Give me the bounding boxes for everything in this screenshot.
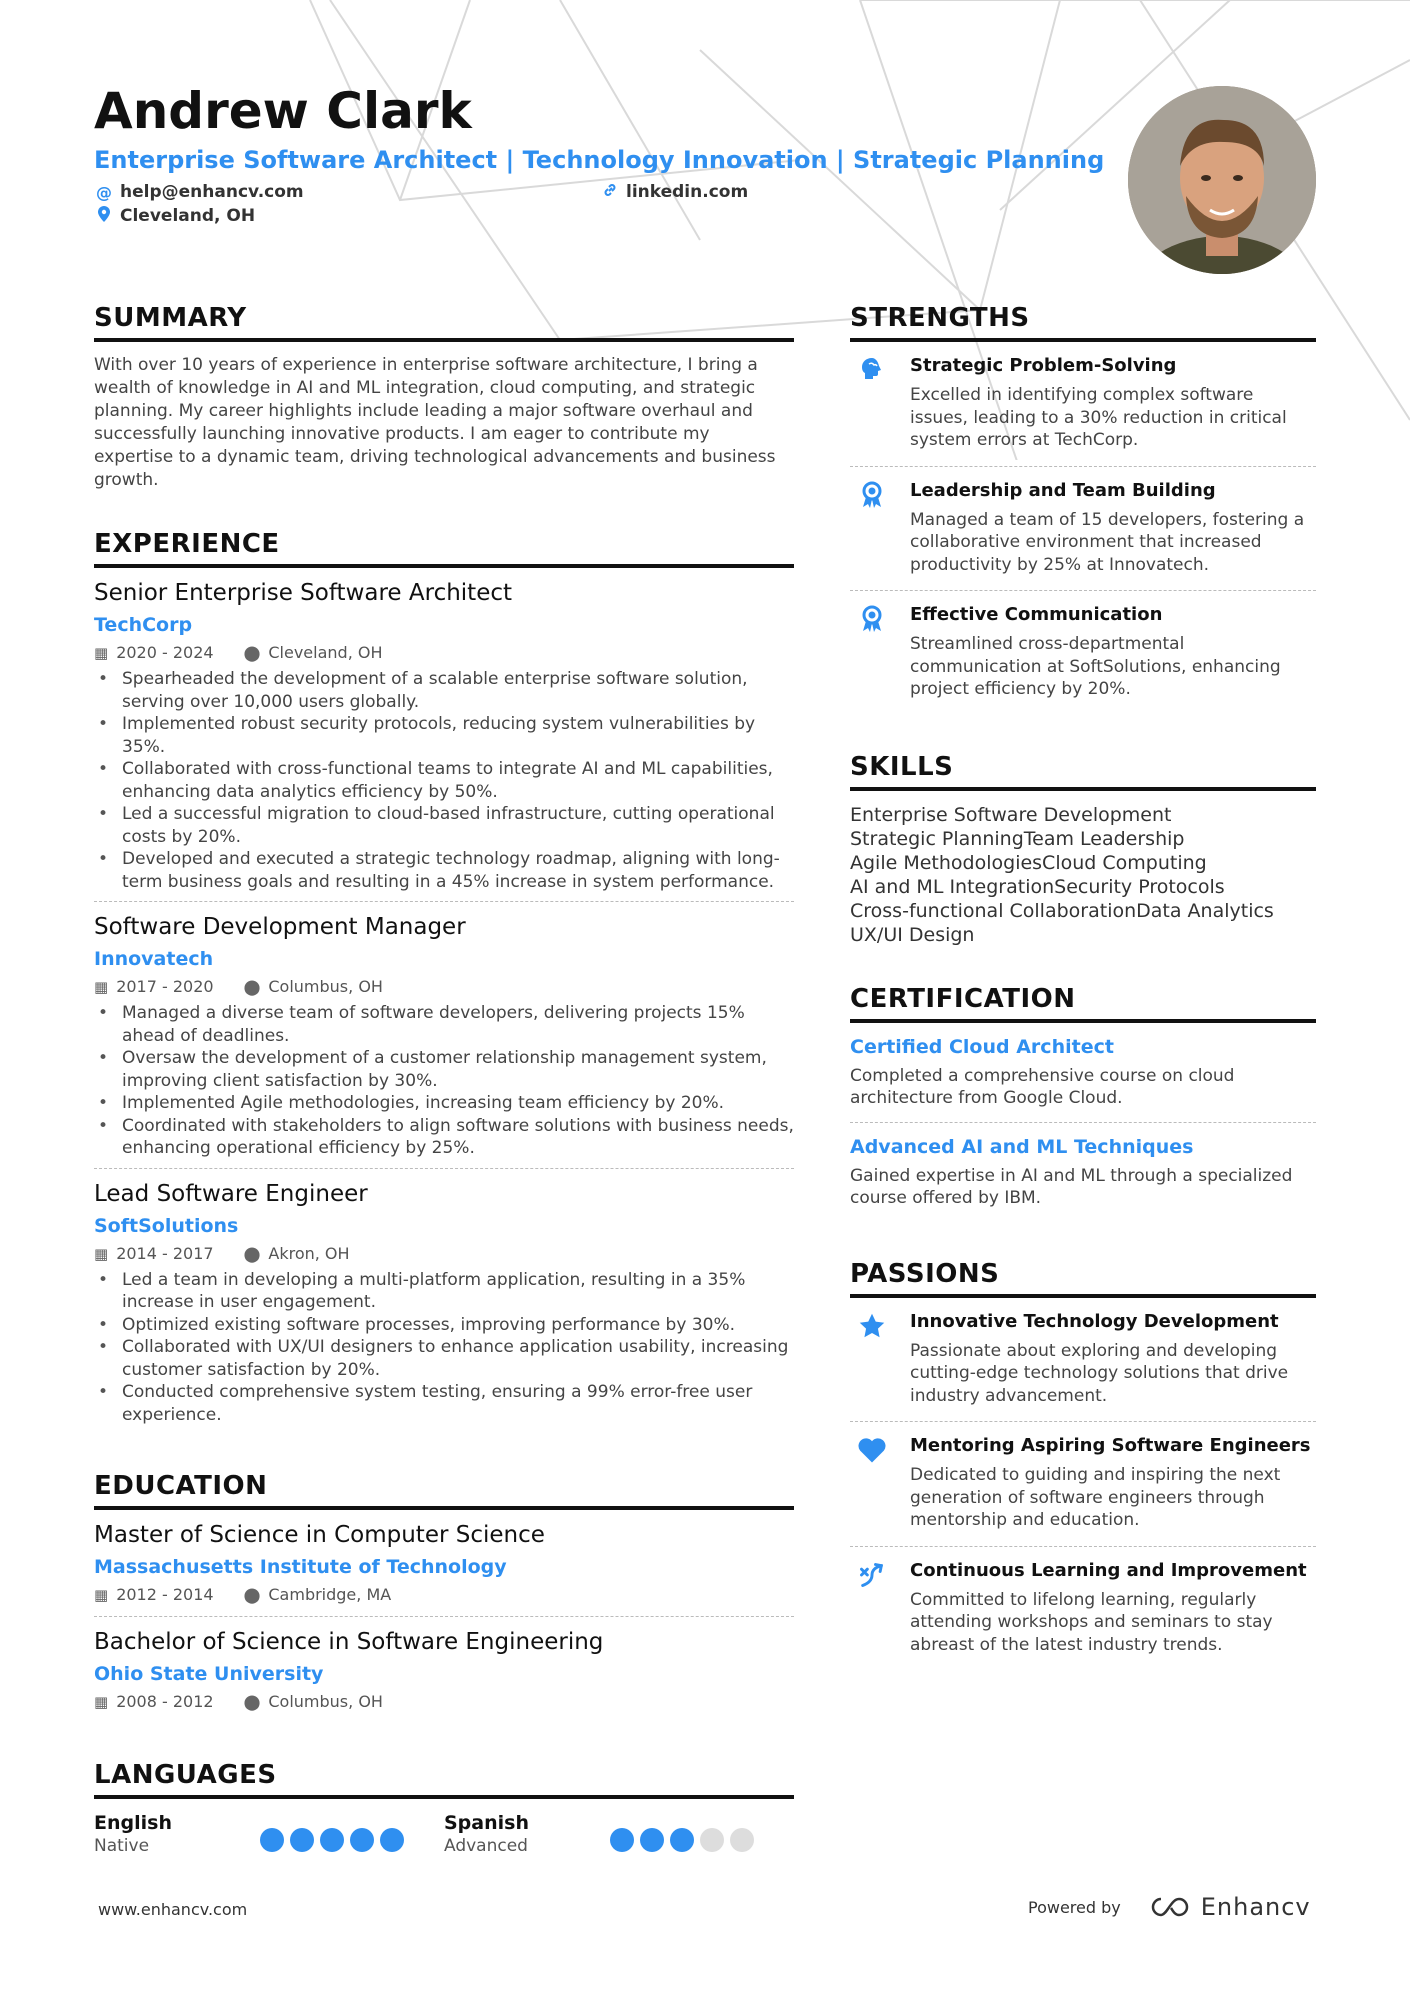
strength-item [850,590,1316,715]
email-text: help@enhancv.com [120,182,304,202]
summary-section [94,302,794,492]
calendar-icon: ▦ [94,644,109,662]
skill-line: AI and ML IntegrationSecurity Protocols [850,875,1225,898]
strengths-section [850,302,1316,715]
brain-icon [850,354,894,452]
education-section [94,1470,794,1723]
education-entry [94,1510,794,1616]
certification-heading: CERTIFICATION [850,983,1316,1023]
education-location: Cambridge, MA [268,1585,392,1604]
skill-line: Agile MethodologiesCloud Computing [850,851,1207,874]
language-rating [610,1823,754,1857]
job-location: Columbus, OH [268,977,383,996]
certification-entry [850,1023,1316,1122]
location-pin-icon: ⬤ [243,1244,261,1263]
calendar-icon: ▦ [94,1244,109,1263]
job-meta [94,1243,794,1265]
company-name: TechCorp [94,614,193,636]
enhancv-logo-text: Enhancv [1200,1893,1311,1921]
job-bullet: • Optimized existing software processes, improving performance by 30%. [94,1314,794,1337]
location-pin-icon [96,206,112,226]
profile-photo [1128,86,1316,274]
resume-header [94,80,1105,230]
strength-title: Leadership and Team Building [910,479,1216,501]
language-name: English [94,1812,172,1834]
certification-desc: Completed a comprehensive course on cloud architecture from Google Cloud. [850,1065,1235,1108]
location-pin-icon: ⬤ [243,1586,261,1604]
certification-desc: Gained expertise in AI and ML through a specialized course offered by IBM. [850,1165,1293,1208]
company-name: Innovatech [94,948,214,970]
education-meta [94,1584,794,1606]
rating-dot-filled [640,1828,664,1852]
passion-title: Continuous Learning and Improvement [910,1559,1307,1581]
rating-dot-filled [380,1828,404,1852]
strengths-heading: STRENGTHS [850,302,1316,342]
job-dates: 2017 - 2020 [116,977,214,996]
job-dates: 2014 - 2017 [116,1243,214,1263]
candidate-name: Andrew Clark [94,82,472,140]
language-level: Advanced [444,1836,528,1856]
job-title: Software Development Manager [94,914,466,940]
job-bullet: • Developed and executed a strategic technology roadmap, aligning with long-term business goals and resulting in a 45% increase in system performance. [94,848,794,893]
route-icon [850,1559,894,1657]
star-icon [850,1310,894,1408]
languages-list [94,1811,794,1857]
languages-section [94,1759,794,1857]
job-title: Lead Software Engineer [94,1180,368,1207]
location-pin-icon: ⬤ [243,978,261,996]
job-bullets [94,668,794,893]
heart-icon [850,1434,894,1532]
passion-item [850,1298,1316,1422]
skills-section [850,751,1316,947]
skill-line: Enterprise Software Development [850,803,1172,826]
job-bullets [94,1269,794,1427]
education-dates: 2012 - 2014 [116,1585,214,1604]
education-location: Columbus, OH [268,1692,383,1711]
rating-dot-filled [350,1828,374,1852]
at-icon: @ [96,182,112,202]
language-entry [444,1811,794,1857]
job-bullet: • Managed a diverse team of software developers, delivering projects 15% ahead of deadlines. [94,1002,794,1047]
certification-title: Advanced AI and ML Techniques [850,1135,1194,1158]
strength-title: Effective Communication [910,604,1163,625]
education-entry [94,1616,794,1723]
strength-desc: Excelled in identifying complex software issues, leading to a 30% reduction in critical system errors at TechCorp. [910,385,1287,450]
job-bullet: • Implemented robust security protocols, reducing system vulnerabilities by 35%. [94,713,794,758]
job-bullet: • Led a successful migration to cloud-based infrastructure, cutting operational costs by 20%. [94,803,794,848]
enhancv-logo-mark-icon [1147,1895,1193,1919]
experience-section [94,528,794,1434]
calendar-icon: ▦ [94,1586,109,1604]
language-entry [94,1811,444,1857]
education-meta [94,1691,794,1713]
job-bullet: • Coordinated with stakeholders to align software solutions with business needs, enhancing operational efficiency by 25%. [94,1115,794,1160]
job-bullet: • Led a team in developing a multi-platform application, resulting in a 35% increase in user engagement. [94,1269,794,1314]
linkedin-contact[interactable] [602,182,748,202]
skill-line: Strategic PlanningTeam Leadership [850,827,1185,850]
rating-dot-filled [260,1828,284,1852]
passion-title: Innovative Technology Development [910,1310,1279,1332]
location-text: Cleveland, OH [120,206,256,226]
job-location: Akron, OH [268,1243,350,1263]
certification-title: Certified Cloud Architect [850,1035,1114,1058]
job-entry [94,901,794,1168]
passion-desc: Dedicated to guiding and inspiring the next generation of software engineers through mentorship and education. [910,1465,1281,1530]
certification-section [850,983,1316,1222]
summary-heading: SUMMARY [94,302,794,342]
location-contact [96,206,255,226]
right-column [850,302,1316,1706]
rating-dot-filled [320,1828,344,1852]
skill-line: Cross-functional CollaborationData Analytics [850,899,1274,922]
strength-title: Strategic Problem-Solving [910,355,1177,376]
rating-dot-filled [670,1828,694,1852]
job-bullets [94,1002,794,1160]
enhancv-logo[interactable] [1147,1893,1311,1921]
location-pin-icon: ⬤ [243,1693,261,1711]
job-dates: 2020 - 2024 [116,643,214,662]
strength-item [850,466,1316,591]
location-pin-icon: ⬤ [243,644,261,662]
calendar-icon: ▦ [94,1693,109,1711]
education-heading: EDUCATION [94,1470,794,1510]
job-bullet: • Collaborated with cross-functional teams to integrate AI and ML capabilities, enhancing data analytics efficiency by 50%. [94,758,794,803]
job-bullet: • Implemented Agile methodologies, increasing team efficiency by 20%. [94,1092,794,1115]
education-dates: 2008 - 2012 [116,1692,214,1711]
passion-item [850,1546,1316,1671]
job-bullet: • Spearheaded the development of a scalable enterprise software solution, serving over 10,000 users globally. [94,668,794,713]
footer-website[interactable]: www.enhancv.com [98,1900,248,1919]
job-entry [94,1168,794,1435]
candidate-title: Enterprise Software Architect | Technology Innovation | Strategic Planning [94,146,1105,174]
passion-desc: Passionate about exploring and developing cutting-edge technology solutions that drive industry advancement. [910,1340,1289,1406]
language-name: Spanish [444,1812,529,1834]
summary-text: With over 10 years of experience in enterprise software architecture, I bring a wealth of knowledge in AI and ML integration, cloud computing, and strategic planning. My career highlights include leading a major software overhaul and successfully launching innovative products. I am eager to contribute my expertise to a dynamic team, driving technological advancements and business growth. [94,355,776,490]
job-bullet: • Conducted comprehensive system testing, ensuring a 99% error-free user experience. [94,1381,794,1426]
calendar-icon: ▦ [94,978,109,996]
language-rating [260,1823,404,1857]
school-name: Massachusetts Institute of Technology [94,1556,507,1578]
languages-heading: LANGUAGES [94,1759,794,1799]
school-name: Ohio State University [94,1663,324,1685]
language-level: Native [94,1836,150,1856]
job-bullet: • Oversaw the development of a customer relationship management system, improving client satisfaction by 30%. [94,1047,794,1092]
rating-dot-empty [700,1828,724,1852]
contact-info [94,182,1094,230]
experience-heading: EXPERIENCE [94,528,794,568]
degree-title: Bachelor of Science in Software Engineering [94,1629,604,1655]
passions-section [850,1258,1316,1671]
footer-branding [1028,1893,1311,1921]
strength-item [850,342,1316,466]
strength-desc: Streamlined cross-departmental communication at SoftSolutions, enhancing project efficiency by 20%. [910,634,1281,699]
job-location: Cleveland, OH [268,643,383,662]
passions-heading: PASSIONS [850,1258,1316,1298]
rating-dot-filled [610,1828,634,1852]
linkedin-text: linkedin.com [626,182,749,202]
passion-title: Mentoring Aspiring Software Engineers [910,1435,1311,1456]
rating-dot-empty [730,1828,754,1852]
skills-heading: SKILLS [850,751,1316,791]
certification-entry [850,1122,1316,1222]
job-bullet: • Collaborated with UX/UI designers to enhance application usability, increasing customer satisfaction by 20%. [94,1336,794,1381]
degree-title: Master of Science in Computer Science [94,1522,545,1548]
company-name: SoftSolutions [94,1214,239,1237]
rating-dot-filled [290,1828,314,1852]
left-column [94,302,794,1893]
skills-list [850,803,1316,947]
award-icon [850,603,894,701]
passion-desc: Committed to lifelong learning, regularly attending workshops and seminars to stay abreast of the latest industry trends. [910,1589,1273,1655]
job-entry [94,568,794,901]
job-meta [94,976,794,998]
award-icon [850,479,894,577]
email-contact[interactable] [96,182,304,202]
job-meta [94,642,794,664]
passion-item [850,1421,1316,1546]
strength-desc: Managed a team of 15 developers, fostering a collaborative environment that increased productivity by 25% at Innovatech. [910,509,1305,575]
link-icon [602,182,618,202]
job-title: Senior Enterprise Software Architect [94,580,513,606]
powered-by-label: Powered by [1028,1897,1121,1917]
skill-line: UX/UI Design [850,923,975,946]
